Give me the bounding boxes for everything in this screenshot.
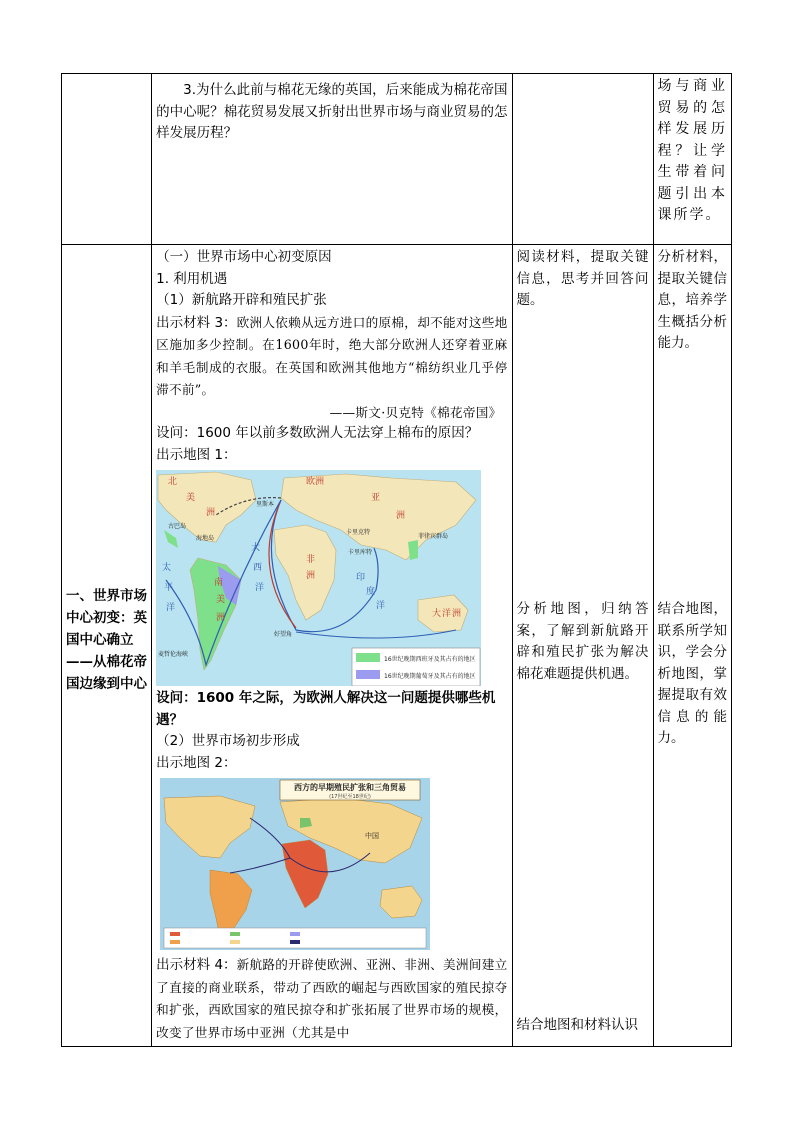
table-row [62,245,732,1047]
map-label: 洋 [166,603,176,613]
design-intent-text: 场与商业贸易的怎样发展历程？让学生带着问题引出本课所学。 [657,78,727,223]
legend-swatch [230,932,240,936]
legend-swatch [290,932,300,936]
map-label: 洲 [216,613,226,623]
content-cell [152,74,512,245]
map-label: 中国 [365,832,380,840]
lesson-plan-table [61,73,732,1047]
design-intent-2: 结合地图，联系所学知识，学会分析地图，掌握提取有效信息的能力。 [657,601,727,746]
legend-label-spain: 16世纪晚期西班牙及其占有的地区 [384,656,476,663]
map-label: 太 [162,563,172,573]
design-intent-cell [653,74,731,245]
map-label: 美 [186,493,196,503]
map-label: 洲 [396,511,406,521]
map-label: 南 [214,578,224,588]
map-label: 度 [366,587,376,597]
heading-new-routes: （1）新航路开辟和殖民扩张 [156,292,327,308]
map-label: 麦哲伦海峡 [158,651,189,658]
map-label: 亚 [371,493,381,503]
map-label: 古巴岛 [168,523,187,530]
map-1-label: 出示地图 1： [156,446,237,463]
material-3-text: 欧洲人依赖从远方进口的原棉，却不能对这些地区施加多少控制。在1600年时，绝大部分欧洲人还穿着亚麻和羊毛制成的衣服。在英国和欧洲其他地方“棉纺织业几乎停滞不前”。 [156,314,508,397]
map-label: 大 [251,543,261,553]
map-label: 洲 [306,571,316,581]
question-2: 设问：1600 年之际，为欧洲人解决这一问题提供哪些机遇？ [156,690,496,728]
map-label: 北 [168,477,178,487]
material-3-label: 出示材料 3： [156,314,237,331]
section-title: 一、世界市场中心初变：英国中心确立——从棉花帝国边缘到中心 [66,587,147,692]
design-intent-1: 分析材料，提取关键信息，培养学生概括分析能力。 [657,249,727,351]
map-label: 海地岛 [196,535,215,542]
map-2-title: 西方的早期殖民扩张和三角贸易 [294,783,407,792]
student-activity-cell [512,74,653,245]
world-map-new-routes [156,470,481,686]
map-label: 非 [306,555,316,565]
student-activity-2: 分析地图，归纳答案，了解到新航路开辟和殖民扩张为解决棉花难题提供机遇。 [516,601,649,682]
world-map-colonial-trade [160,778,430,950]
map-label: 大 [432,609,442,619]
table-row [62,74,732,245]
heading-world-market: （2）世界市场初步形成 [156,733,300,749]
heading-opportunity: 1. 利用机遇 [156,270,228,287]
legend-swatch [170,932,180,936]
map-label: 里斯本 [256,501,275,508]
material-3-citation: ——斯文·贝克特《棉花帝国》 [329,404,502,420]
legend-swatch [290,940,300,944]
student-activity-3: 结合地图和材料认识 [516,1017,639,1033]
legend-swatch [230,940,240,944]
material-4-text: 新航路的开辟使欧洲、亚洲、非洲、美洲间建立了直接的商业联系，带动了西欧的崛起与西欧国家的殖民掠夺和扩张，西欧国家的殖民掠夺和扩张拓展了世界市场的规模，改变了世界市场中亚洲（尤其是中 [156,957,508,1040]
map-label: 卡里库特 [348,549,373,556]
section-cell-empty [62,74,152,245]
map-label: 菲律宾群岛 [418,533,449,540]
legend-label-portugal: 16世纪晚期葡萄牙及其占有的地区 [384,673,476,680]
map-label: 美 [216,595,226,605]
map-label: 洋 [255,583,265,593]
map-label: 欧洲 [306,477,325,487]
map-label: 印 [356,573,366,583]
map-label: 好望角 [274,631,293,638]
map-label: 洲 [206,508,216,518]
question-3-text: 3.为什么此前与棉花无缘的英国，后来能成为棉花帝国的中心呢？棉花贸易发展又折射出世界市场与商业贸易的怎样发展历程？ [156,82,508,141]
map-2-legend [164,928,426,948]
map-2-subtitle: (17世纪至18世纪) [329,794,371,800]
material-3 [156,312,507,402]
map-label: 平 [164,583,174,593]
student-activity-cell [512,245,653,1047]
content-cell [152,245,512,1047]
legend-swatch-spain [356,653,380,662]
student-activity-1: 阅读材料，提取关键信息，思考并回答问题。 [516,249,649,308]
section-cell [62,245,152,1047]
question-1: 设问：1600 年以前多数欧洲人无法穿上棉布的原因？ [156,425,479,441]
map-label: 洋 [376,601,386,611]
map-label: 西 [253,563,263,573]
material-4 [156,954,507,1044]
legend-swatch-portugal [356,670,380,679]
design-intent-cell [653,245,731,1047]
material-4-label: 出示材料 4： [156,957,237,973]
legend-swatch [170,940,180,944]
map-label: 洋 [442,609,452,619]
map-2-label: 出示地图 2： [156,754,237,771]
heading-causes: （一）世界市场中心初变原因 [156,249,332,265]
map-label: 卡里克特 [346,529,371,536]
map-label: 洲 [452,609,462,619]
